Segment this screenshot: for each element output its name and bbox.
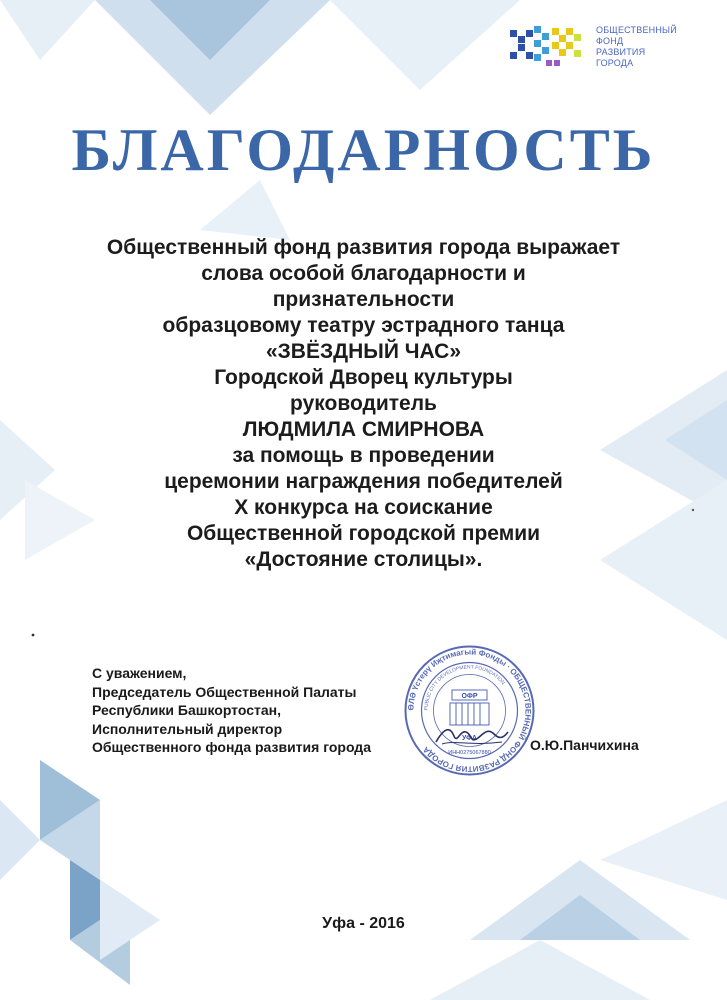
stamp-label: ОФР bbox=[461, 693, 478, 700]
body-line: за помощь в проведении bbox=[232, 444, 495, 467]
signature-line: С уважением, bbox=[92, 665, 187, 681]
signature-line: Общественного фонда развития города bbox=[92, 739, 371, 755]
bottom-right-triangles bbox=[430, 800, 727, 1000]
city-fund-pixel-logo-icon bbox=[508, 24, 588, 70]
signature-line: Исполнительный директор bbox=[92, 720, 283, 737]
fund-logo bbox=[508, 22, 688, 72]
body-line: «Достояние столицы». bbox=[244, 548, 483, 571]
logo-line: ГОРОДА bbox=[596, 58, 634, 68]
body-line: руководитель bbox=[290, 392, 437, 415]
document-title: БЛАГОДАРНОСТЬ bbox=[71, 117, 656, 183]
speck-dot bbox=[692, 509, 694, 511]
body-line: «ЗВЁЗДНЫЙ ЧАС» bbox=[265, 340, 462, 363]
signatory-name: О.Ю.Панчихина bbox=[530, 737, 639, 753]
logo-line: ФОНД bbox=[596, 36, 624, 46]
city-year: Уфа - 2016 bbox=[322, 915, 405, 932]
body-line: слова особой благодарности и bbox=[201, 262, 526, 285]
handwritten-signature bbox=[432, 720, 512, 750]
svg-text:PUBLIC CITY DEVELOPMENT FOUNDA bbox=[423, 664, 506, 710]
stamp-city: УФА bbox=[462, 735, 477, 742]
official-stamp bbox=[402, 643, 537, 778]
recipient-name: ЛЮДМИЛА СМИРНОВА bbox=[242, 418, 485, 441]
signature-line: Председатель Общественной Палаты bbox=[92, 683, 357, 700]
body-line: X конкурса на соискание bbox=[234, 496, 493, 519]
body-line: Общественной городской премии bbox=[186, 522, 541, 545]
logo-text bbox=[596, 25, 677, 69]
body-line: признательности bbox=[272, 288, 455, 311]
stamp-outer-text: ӨЛӘ Үстерү Иҗтимагый Фонды · ОБЩЕСТВЕННЫЙ ФОНД РАЗВИТИЯ ГОРОДА bbox=[406, 647, 533, 774]
body-line: образцовому театру эстрадного танца bbox=[162, 314, 565, 337]
body-line: Общественный фонд развития города выражает bbox=[106, 236, 621, 259]
gratitude-text bbox=[40, 235, 687, 573]
signature-line: Республики Башкортостан, bbox=[92, 702, 281, 718]
body-line: Городской Дворец культуры bbox=[214, 366, 513, 389]
logo-line: РАЗВИТИЯ bbox=[596, 47, 646, 57]
body-line: церемонии награждения победителей bbox=[164, 470, 563, 493]
bottom-left-triangles bbox=[0, 760, 160, 985]
logo-line: ОБЩЕСТВЕННЫЙ bbox=[596, 25, 677, 35]
stamp-inner-text: PUBLIC CITY DEVELOPMENT FOUNDATION bbox=[423, 664, 506, 711]
speck-dot bbox=[32, 634, 35, 637]
stamp-inn: ИНН0275067880 bbox=[448, 750, 491, 756]
